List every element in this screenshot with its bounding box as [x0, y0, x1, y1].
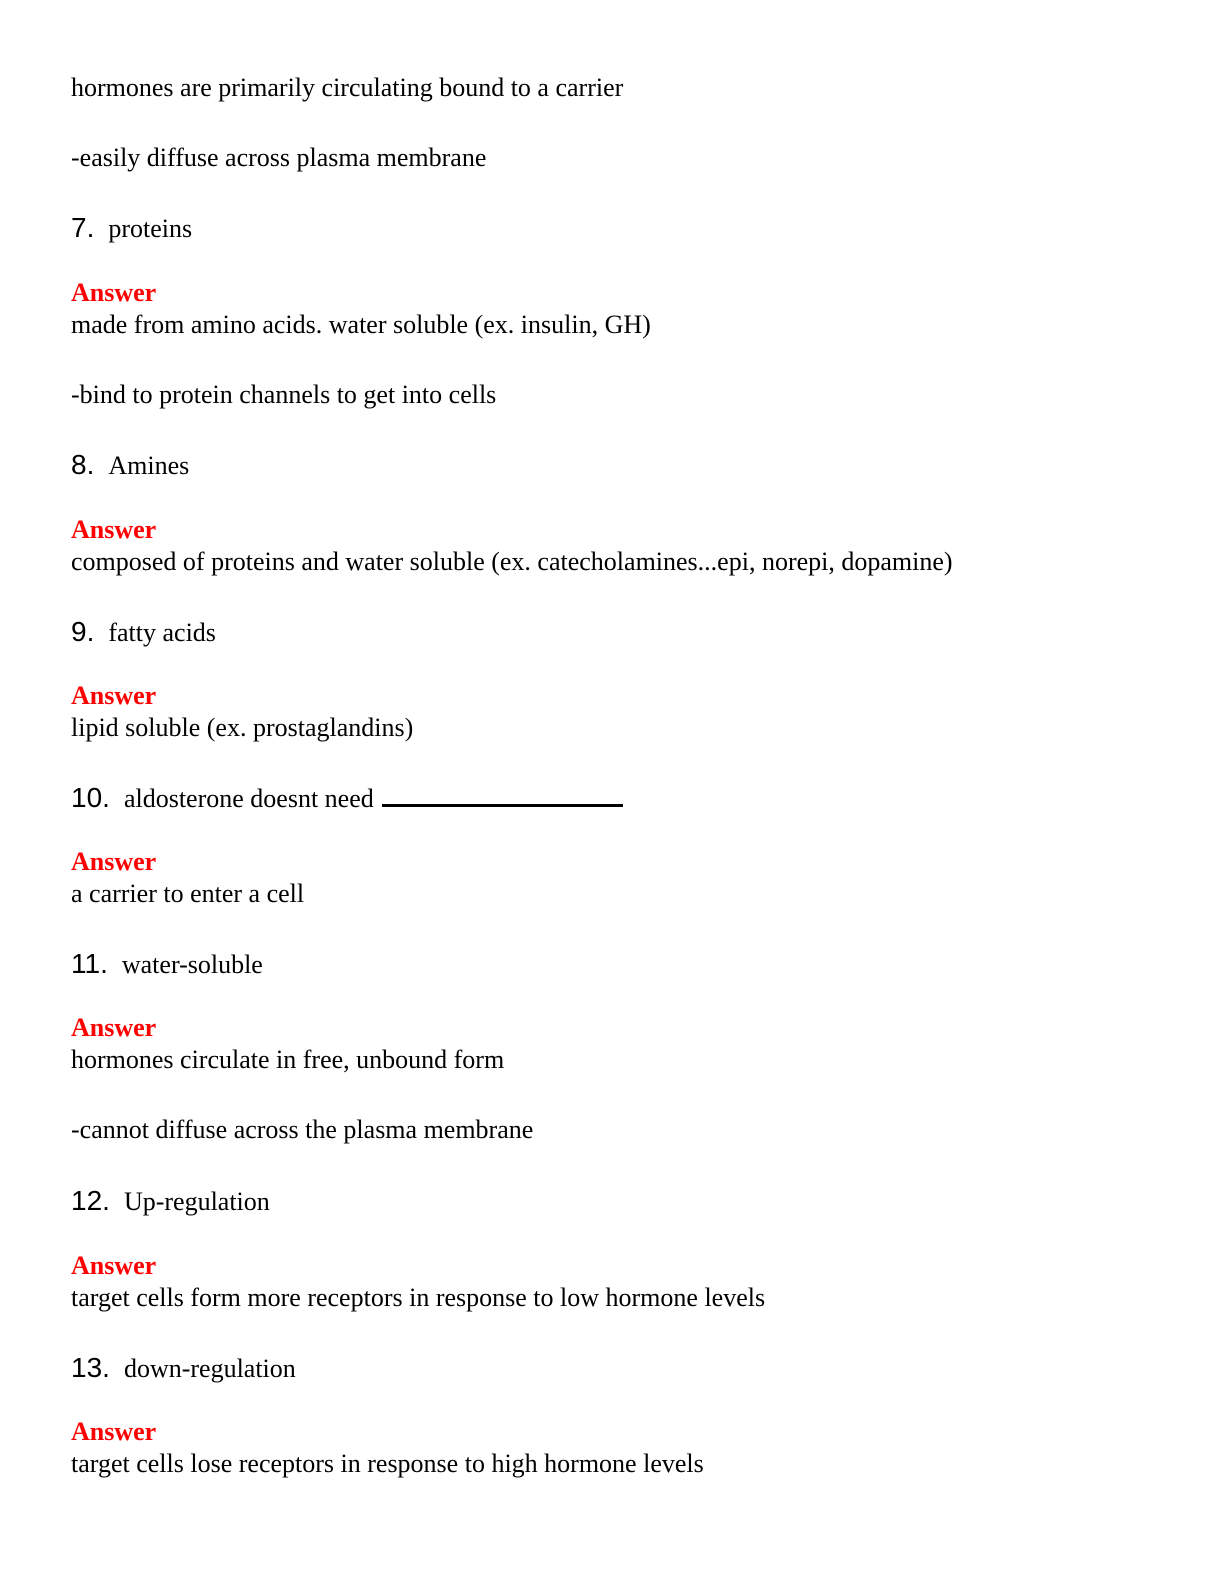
answer-text-line: hormones circulate in free, unbound form — [71, 1045, 505, 1074]
fill-in-blank — [382, 804, 623, 807]
question-9 — [71, 616, 216, 649]
question-8 — [71, 449, 189, 482]
question-number: 8. — [71, 449, 95, 480]
answer-text-line: lipid soluble (ex. prostaglandins) — [71, 713, 414, 742]
question-13 — [71, 1352, 296, 1385]
question-number: 11. — [71, 948, 108, 979]
answer-text-line: a carrier to enter a cell — [71, 879, 305, 908]
question-prompt: Amines — [108, 451, 190, 480]
answer-label: Answer — [71, 681, 157, 710]
answer-text-line: made from amino acids. water soluble (ex. insulin, GH) — [71, 310, 651, 339]
question-number: 7. — [71, 212, 95, 243]
question-prompt: Up-regulation — [123, 1187, 270, 1216]
answer-label: Answer — [71, 1251, 157, 1280]
answer-text-line: target cells form more receptors in response to low hormone levels — [71, 1283, 766, 1312]
answer-label: Answer — [71, 515, 157, 544]
question-number: 13. — [71, 1352, 110, 1383]
question-prompt: fatty acids — [108, 618, 216, 647]
question-number: 9. — [71, 616, 95, 647]
question-prompt: down-regulation — [123, 1354, 296, 1383]
answer-label: Answer — [71, 1417, 157, 1446]
question-10 — [71, 782, 623, 815]
answer-label: Answer — [71, 1013, 157, 1042]
answer-text-line: composed of proteins and water soluble (ex. catecholamines...epi, norepi, dopamine) — [71, 547, 953, 576]
answer-text-line: -bind to protein channels to get into cells — [71, 380, 497, 409]
answer-text-line: target cells lose receptors in response to high hormone levels — [71, 1449, 704, 1478]
answer-text-line: -cannot diffuse across the plasma membrane — [71, 1115, 534, 1144]
question-7 — [71, 212, 192, 245]
question-prompt: proteins — [108, 214, 193, 243]
question-12 — [71, 1185, 270, 1218]
question-11 — [71, 948, 263, 981]
answer-text-line: -easily diffuse across plasma membrane — [71, 143, 487, 172]
answer-label: Answer — [71, 278, 157, 307]
answer-text-line: hormones are primarily circulating bound to a carrier — [71, 73, 624, 102]
question-prompt: aldosterone doesnt need — [123, 784, 374, 813]
question-prompt: water-soluble — [121, 950, 263, 979]
answer-label: Answer — [71, 847, 157, 876]
question-number: 12. — [71, 1185, 110, 1216]
question-number: 10. — [71, 782, 110, 813]
